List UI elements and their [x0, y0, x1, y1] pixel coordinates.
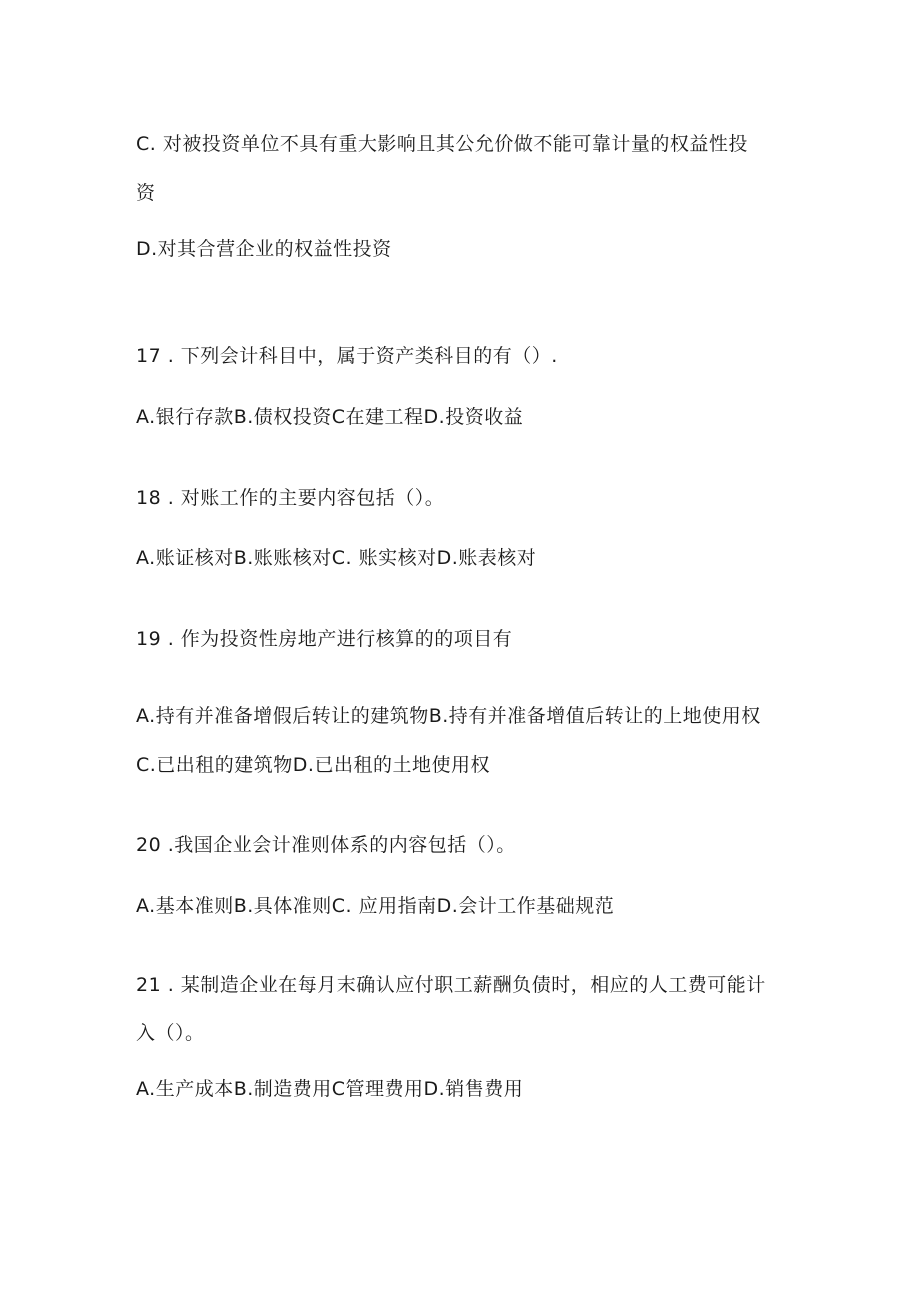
- q17-stem: 17 . 下列会计科目中，属于资产类科目的有（）.: [136, 345, 558, 367]
- q18-options: A.账证核对B.账账核对C. 账实核对D.账表核对: [136, 547, 537, 569]
- q17-options: A.银行存款B.债权投资C在建工程D.投资收益: [136, 406, 524, 428]
- q21-stem-line1: 21 . 某制造企业在每月末确认应付职工薪酬负债时，相应的人工费可能计: [136, 974, 766, 996]
- q21-options: A.生产成本B.制造费用C管理费用D.销售费用: [136, 1078, 524, 1100]
- q16-option-c-line1: C. 对被投资单位不具有重大影响且其公允价做不能可靠计量的权益性投: [136, 133, 748, 155]
- q18-stem: 18 . 对账工作的主要内容包括（）。: [136, 487, 445, 509]
- q16-option-d: D.对其合营企业的权益性投资: [136, 238, 392, 260]
- q19-options-line1: A.持有并准备增假后转让的建筑物B.持有并准备增值后转让的上地使用权: [136, 705, 761, 727]
- q20-stem: 20 .我国企业会计准则体系的内容包括（）。: [136, 834, 516, 856]
- q19-options-line2: C.已出租的建筑物D.已出租的土地使用权: [136, 754, 490, 776]
- q19-stem: 19 . 作为投资性房地产进行核算的的项目有: [136, 628, 513, 650]
- q20-options: A.基本准则B.具体准则C. 应用指南D.会计工作基础规范: [136, 895, 615, 917]
- q16-option-c-line2: 资: [136, 182, 156, 204]
- q21-stem-line2: 入（）。: [136, 1022, 205, 1044]
